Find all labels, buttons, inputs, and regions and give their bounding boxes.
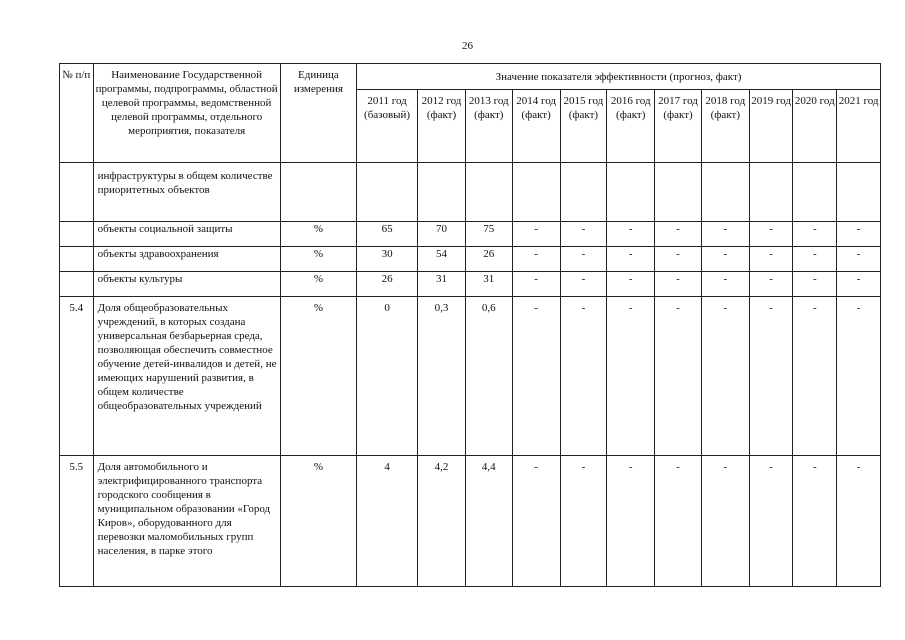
row-name: инфраструктуры в общем количестве приоритетных объектов bbox=[93, 163, 280, 222]
value-cell: - bbox=[701, 456, 749, 587]
value-cell: - bbox=[749, 456, 793, 587]
value-cell: - bbox=[560, 222, 607, 247]
header-year: 2017 год (факт) bbox=[655, 90, 702, 163]
row-num bbox=[60, 222, 94, 247]
row-name: Доля автомобильного и электрифицированного транспорта городского сообщения в муниципальном образовании «Город Киров», оборудованного для перевозки маломобильных групп населения, в парке этого bbox=[93, 456, 280, 587]
value-cell: - bbox=[512, 272, 560, 297]
row-unit: % bbox=[280, 272, 356, 297]
header-year: 2019 год bbox=[749, 90, 793, 163]
value-cell: - bbox=[512, 222, 560, 247]
value-cell: - bbox=[701, 222, 749, 247]
value-cell: - bbox=[701, 272, 749, 297]
value-cell: - bbox=[655, 222, 702, 247]
row-num bbox=[60, 272, 94, 297]
value-cell: 4,4 bbox=[465, 456, 512, 587]
value-cell: - bbox=[560, 456, 607, 587]
value-cell bbox=[607, 163, 655, 222]
value-cell: - bbox=[560, 247, 607, 272]
table-row bbox=[60, 297, 881, 456]
row-num: 5.5 bbox=[60, 456, 94, 587]
row-name: объекты культуры bbox=[93, 272, 280, 297]
value-cell: - bbox=[607, 247, 655, 272]
value-cell bbox=[655, 163, 702, 222]
row-name: объекты здравоохранения bbox=[93, 247, 280, 272]
value-cell: 30 bbox=[357, 247, 418, 272]
value-cell: - bbox=[701, 247, 749, 272]
value-cell: - bbox=[837, 456, 881, 587]
value-cell: 75 bbox=[465, 222, 512, 247]
table-row bbox=[60, 163, 881, 222]
header-year: 2013 год (факт) bbox=[465, 90, 512, 163]
header-year: 2021 год bbox=[837, 90, 881, 163]
value-cell: - bbox=[793, 272, 837, 297]
header-year: 2015 год (факт) bbox=[560, 90, 607, 163]
value-cell: - bbox=[793, 222, 837, 247]
value-cell: - bbox=[560, 297, 607, 456]
value-cell: - bbox=[837, 272, 881, 297]
value-cell: - bbox=[655, 456, 702, 587]
table-row bbox=[60, 272, 881, 297]
value-cell: 70 bbox=[418, 222, 466, 247]
value-cell: - bbox=[837, 297, 881, 456]
value-cell bbox=[793, 163, 837, 222]
value-cell: - bbox=[512, 247, 560, 272]
header-year: 2016 год (факт) bbox=[607, 90, 655, 163]
value-cell bbox=[465, 163, 512, 222]
table-row bbox=[60, 456, 881, 587]
header-num: № п/п bbox=[60, 64, 94, 163]
value-cell: - bbox=[793, 456, 837, 587]
table-row bbox=[60, 247, 881, 272]
page-number: 26 bbox=[462, 40, 473, 52]
value-cell: - bbox=[512, 297, 560, 456]
value-cell: 0,6 bbox=[465, 297, 512, 456]
table-row bbox=[60, 222, 881, 247]
row-num bbox=[60, 163, 94, 222]
value-cell: - bbox=[749, 247, 793, 272]
value-cell: 31 bbox=[418, 272, 466, 297]
value-cell: 31 bbox=[465, 272, 512, 297]
value-cell: 26 bbox=[465, 247, 512, 272]
row-unit: % bbox=[280, 247, 356, 272]
value-cell: - bbox=[512, 456, 560, 587]
value-cell: 4,2 bbox=[418, 456, 466, 587]
value-cell: - bbox=[655, 272, 702, 297]
value-cell: - bbox=[837, 247, 881, 272]
header-year: 2020 год bbox=[793, 90, 837, 163]
value-cell bbox=[701, 163, 749, 222]
value-cell: - bbox=[655, 247, 702, 272]
indicators-table bbox=[59, 63, 881, 587]
row-num bbox=[60, 247, 94, 272]
value-cell: 26 bbox=[357, 272, 418, 297]
value-cell: - bbox=[607, 456, 655, 587]
value-cell: - bbox=[560, 272, 607, 297]
value-cell: - bbox=[607, 272, 655, 297]
value-cell bbox=[749, 163, 793, 222]
header-year: 2011 год (базовый) bbox=[357, 90, 418, 163]
header-year: 2012 год (факт) bbox=[418, 90, 466, 163]
value-cell: - bbox=[701, 297, 749, 456]
header-name: Наименование Государственной программы, подпрограммы, областной целевой программы, ведомственной целевой программы, отдельного мероприятия, показателя bbox=[93, 64, 280, 163]
value-cell: - bbox=[607, 297, 655, 456]
value-cell: - bbox=[837, 222, 881, 247]
row-unit: % bbox=[280, 297, 356, 456]
value-cell: - bbox=[793, 297, 837, 456]
row-num: 5.4 bbox=[60, 297, 94, 456]
value-cell: - bbox=[793, 247, 837, 272]
value-cell: 0,3 bbox=[418, 297, 466, 456]
value-cell: - bbox=[655, 297, 702, 456]
row-name: объекты социальной защиты bbox=[93, 222, 280, 247]
value-cell bbox=[837, 163, 881, 222]
header-values-group: Значение показателя эффективности (прогноз, факт) bbox=[357, 64, 881, 90]
value-cell bbox=[418, 163, 466, 222]
value-cell bbox=[357, 163, 418, 222]
header-year: 2018 год (факт) bbox=[701, 90, 749, 163]
value-cell: - bbox=[749, 272, 793, 297]
value-cell: - bbox=[749, 222, 793, 247]
value-cell: - bbox=[607, 222, 655, 247]
row-unit: % bbox=[280, 222, 356, 247]
row-unit bbox=[280, 163, 356, 222]
value-cell: 54 bbox=[418, 247, 466, 272]
value-cell: 65 bbox=[357, 222, 418, 247]
value-cell bbox=[560, 163, 607, 222]
value-cell: 0 bbox=[357, 297, 418, 456]
value-cell: 4 bbox=[357, 456, 418, 587]
value-cell bbox=[512, 163, 560, 222]
row-unit: % bbox=[280, 456, 356, 587]
header-year: 2014 год (факт) bbox=[512, 90, 560, 163]
value-cell: - bbox=[749, 297, 793, 456]
row-name: Доля общеобразовательных учреждений, в которых создана универсальная безбарьерная среда, позволяющая обеспечить совместное обучение детей-инвалидов и детей, не имеющих нарушений развития, в общем количестве общеобразовательных учреждений bbox=[93, 297, 280, 456]
header-unit: Единица измерения bbox=[280, 64, 356, 163]
